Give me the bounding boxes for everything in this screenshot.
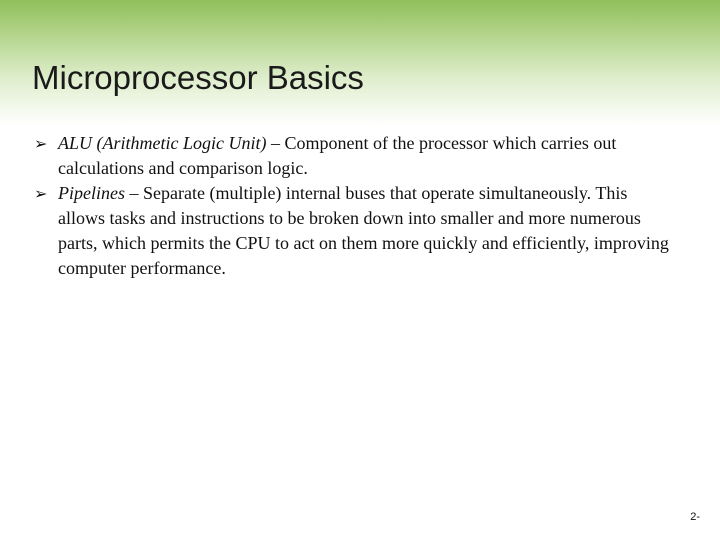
bullet-term: ALU (Arithmetic Logic Unit) xyxy=(58,133,267,153)
slide-title: Microprocessor Basics xyxy=(32,59,364,96)
arrow-bullet-icon: ➢ xyxy=(34,184,48,203)
bullet-text: – Separate (multiple) internal buses that operate simultaneously. This allows tasks and instructions to be broken down into smaller and more numerous parts, which permits the CPU to act on them more quickly and efficiently, improving computer performance. xyxy=(58,183,669,278)
bullet-item-alu xyxy=(34,131,674,181)
bullet-item-pipelines xyxy=(34,181,674,281)
bullet-text: – Component of the processor which carries out calculations and comparison logic. xyxy=(58,133,617,178)
bullet-term: Pipelines xyxy=(58,183,125,203)
page-number: 2- xyxy=(690,511,700,523)
bullet-list xyxy=(34,131,674,281)
arrow-bullet-icon: ➢ xyxy=(34,134,48,153)
